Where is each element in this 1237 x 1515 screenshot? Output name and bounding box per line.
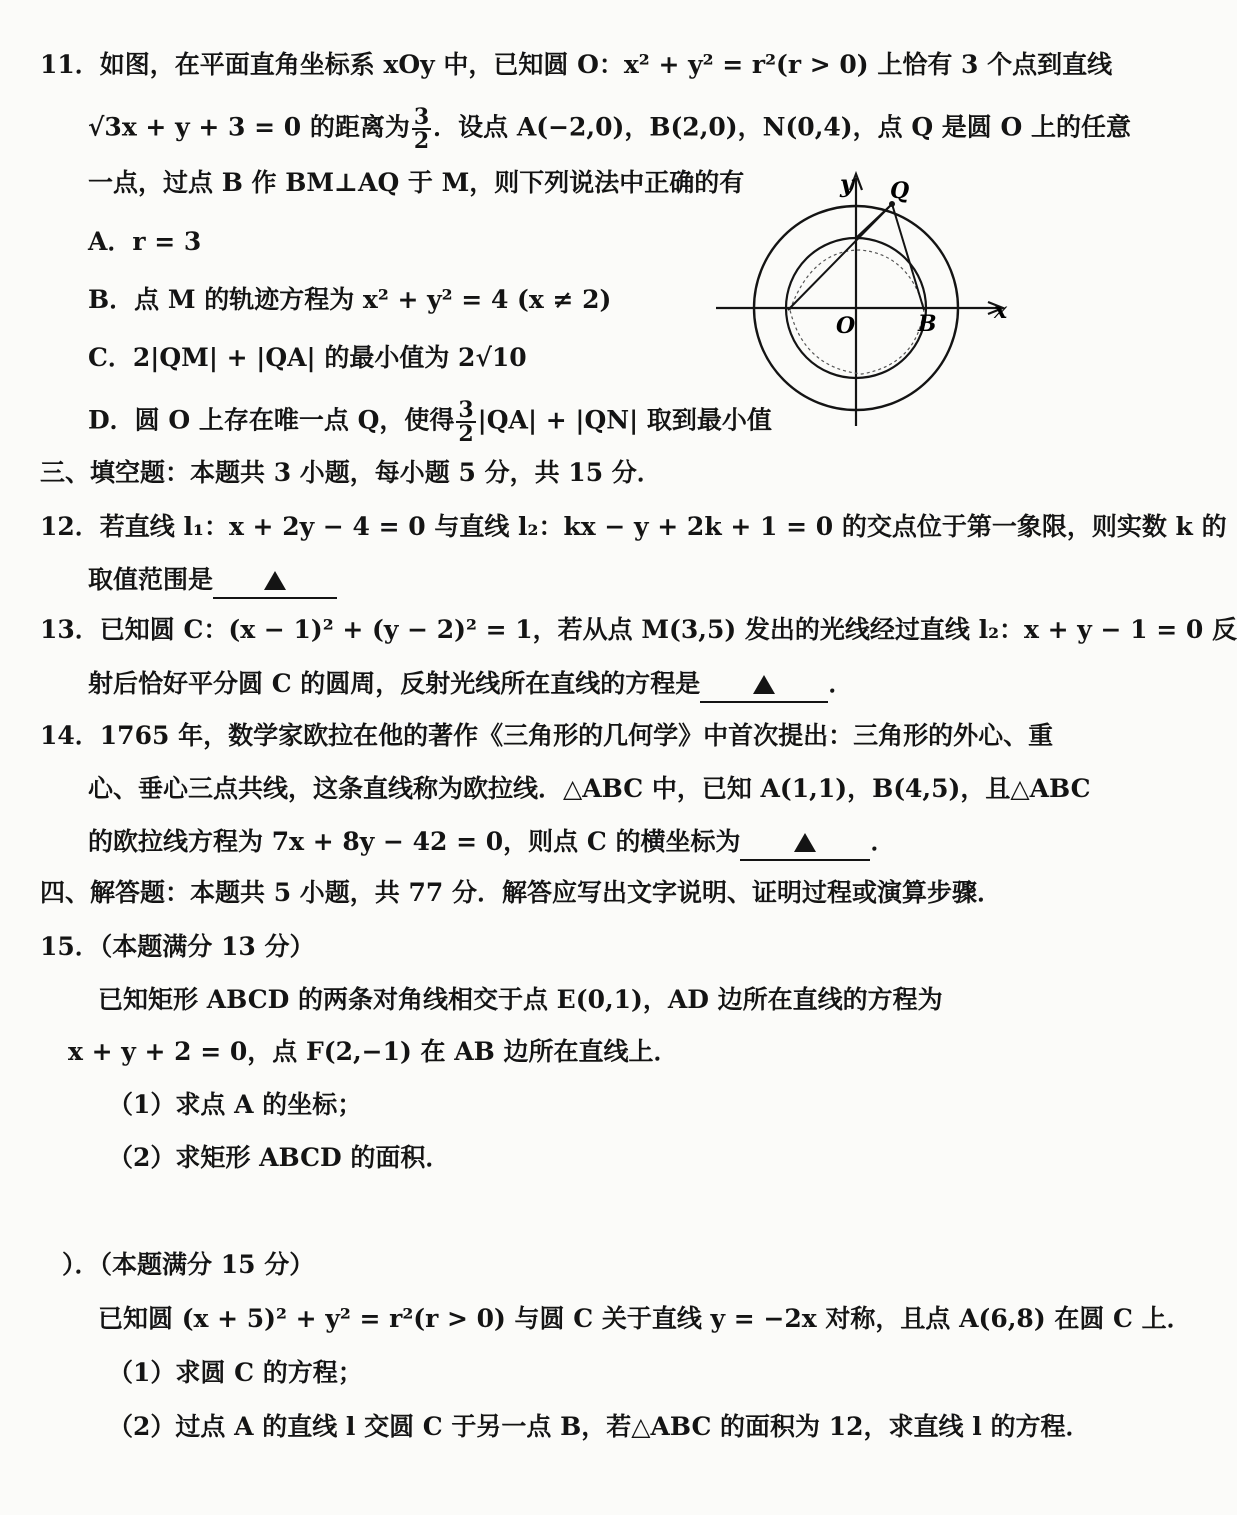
answer-blank-12: [213, 563, 337, 599]
circle-coordinate-figure: [712, 168, 1012, 430]
q11-option-d: [88, 399, 772, 445]
q15-heading: 15．（本题满分 13 分）: [40, 932, 315, 961]
b-label: B: [918, 311, 937, 337]
triangle-icon: [753, 675, 775, 694]
fraction-three-halves: $\frac{3}{2}$: [413, 104, 430, 154]
q11-line1: 11．如图，在平面直角坐标系 xOy 中，已知圆 O：x² + y² = r²(r > 0) 上恰有 3 个点到直线: [40, 50, 1113, 79]
q12-line2-text: 取值范围是: [88, 565, 214, 594]
q11-line2-b: ．设点 A(−2,0)，B(2,0)，N(0,4)，点 Q 是圆 O 上的任意: [433, 112, 1131, 142]
section-solution-heading: 四、解答题：本题共 5 小题，共 77 分．解答应写出文字说明、证明过程或演算步骤．: [40, 878, 1003, 907]
x-label: x: [994, 298, 1008, 324]
q14-line2: 心、垂心三点共线，这条直线称为欧拉线．△ABC 中，已知 A(1,1)，B(4,5)，且△ABC: [88, 774, 1091, 803]
triangle-icon: [794, 833, 816, 852]
q15-line1: 已知矩形 ABCD 的两条对角线相交于点 E(0,1)，AD 边所在直线的方程为: [98, 985, 943, 1014]
q-label: Q: [890, 178, 910, 204]
q11-option-d-a: D．圆 O 上存在唯一点 Q，使得: [88, 405, 455, 435]
q11-option-c: C．2|QM| + |QA| 的最小值为 2√10: [88, 343, 527, 372]
answer-blank-13: [700, 667, 828, 703]
q13-line2-text: 射后恰好平分圆 C 的圆周，反射光线所在直线的方程是: [88, 669, 701, 698]
q11-line2: [88, 106, 1131, 152]
triangle-icon: [264, 571, 286, 590]
segment-nq: [856, 204, 892, 238]
q12-line1: 12．若直线 l₁：x + 2y − 4 = 0 与直线 l₂：kx − y + 2k + 1 = 0 的交点位于第一象限，则实数 k 的: [40, 512, 1227, 541]
q14-line3: [88, 825, 896, 861]
q14-end: ．: [870, 827, 896, 856]
q12-line2: [88, 563, 337, 599]
q13-line2: [88, 667, 853, 703]
o-label: O: [836, 313, 856, 339]
q16-line1: 已知圆 (x + 5)² + y² = r²(r > 0) 与圆 C 关于直线 y = −2x 对称，且点 A(6,8) 在圆 C 上．: [98, 1304, 1192, 1333]
q14-line1: 14．1765 年，数学家欧拉在他的著作《三角形的几何学》中首次提出：三角形的外心、重: [40, 721, 1054, 750]
y-label: y: [840, 169, 854, 198]
q16-heading: ）．（本题满分 15 分）: [62, 1250, 315, 1279]
q13-line1: 13．已知圆 C：(x − 1)² + (y − 2)² = 1，若从点 M(3,5) 发出的光线经过直线 l₂：x + y − 1 = 0 反: [40, 615, 1237, 644]
q11-option-d-b: |QA| + |QN| 取到最小值: [477, 405, 772, 435]
q14-line3-text: 的欧拉线方程为 7x + 8y − 42 = 0，则点 C 的横坐标为: [88, 827, 741, 856]
section-fill-blank-heading: 三、填空题：本题共 3 小题，每小题 5 分，共 15 分．: [40, 458, 662, 487]
q11-line2-a: √3x + y + 3 = 0 的距离为: [88, 112, 410, 142]
q11-option-a: A．r = 3: [88, 227, 202, 256]
q15-part2: （2）求矩形 ABCD 的面积．: [108, 1143, 451, 1172]
q16-part2: （2）过点 A 的直线 l 交圆 C 于另一点 B，若△ABC 的面积为 12，求直线 l 的方程．: [108, 1412, 1091, 1441]
fraction-three-halves-d: $\frac{3}{2}$: [458, 397, 474, 447]
q11-option-b: B．点 M 的轨迹方程为 x² + y² = 4 (x ≠ 2): [88, 285, 612, 314]
answer-blank-14: [740, 825, 870, 861]
q15-line2: x + y + 2 = 0，点 F(2,−1) 在 AB 边所在直线上．: [68, 1037, 679, 1066]
q15-part1: （1）求点 A 的坐标；: [108, 1090, 363, 1119]
q13-end: ．: [828, 669, 854, 698]
q11-line3: 一点，过点 B 作 BM⊥AQ 于 M，则下列说法中正确的有: [88, 168, 745, 197]
q16-part1: （1）求圆 C 的方程；: [108, 1358, 363, 1387]
